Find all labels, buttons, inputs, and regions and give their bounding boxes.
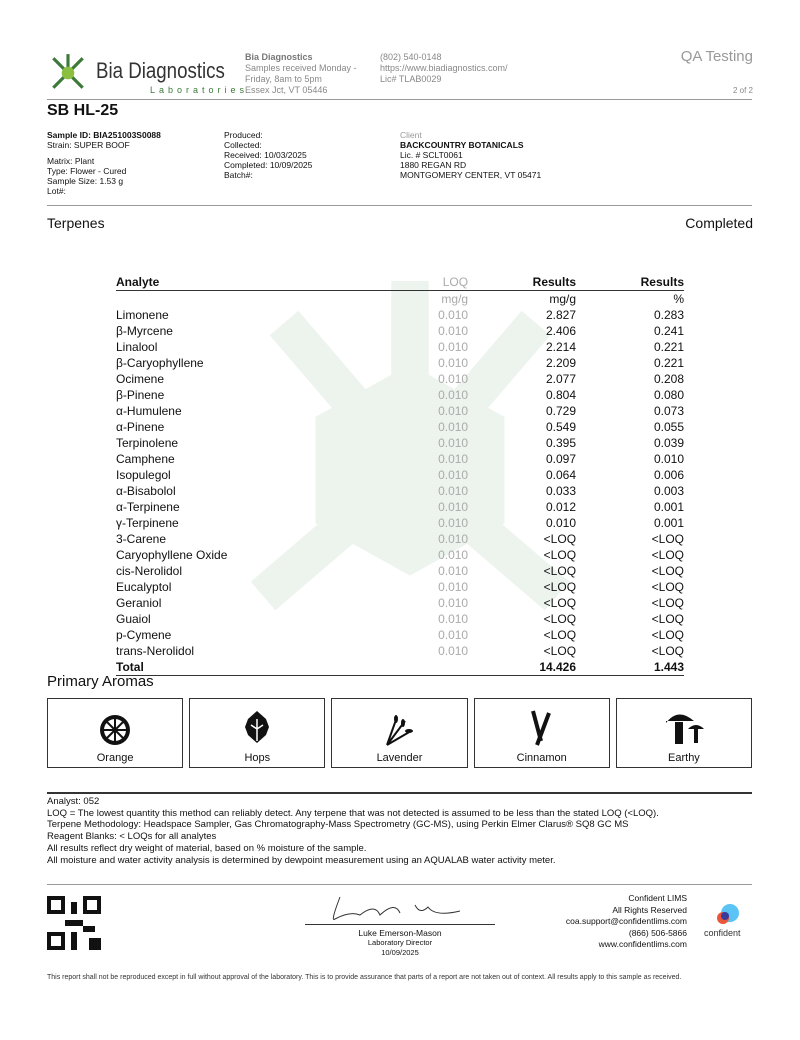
result-pct: 0.080: [653, 388, 684, 402]
lab-license: Lic# TLAB0029: [380, 74, 442, 84]
signature-image: [320, 893, 470, 923]
header-analyte: Analyte: [116, 274, 393, 291]
table-row: [116, 467, 684, 483]
aroma-label: Earthy: [668, 752, 700, 764]
client-address-1: 1880 REGAN RD: [400, 160, 467, 170]
aroma-orange: [47, 698, 183, 768]
result-pct: 0.055: [653, 420, 684, 434]
aroma-label: Orange: [96, 752, 134, 764]
produced: Produced:: [224, 130, 263, 140]
analyte-name: Eucalyptol: [116, 580, 172, 594]
result-pct: 0.010: [653, 452, 684, 466]
loq-value: 0.010: [438, 388, 469, 402]
table-row: [116, 595, 684, 611]
received: Received: 10/03/2025: [224, 150, 307, 160]
lab-address: Essex Jct, VT 05446: [245, 85, 328, 95]
table-row: [116, 531, 684, 547]
lims-phone: (866) 506-5866: [628, 927, 687, 938]
aroma-label: Lavender: [376, 752, 423, 764]
lims-rights: All Rights Reserved: [612, 904, 687, 915]
cinnamon-icon: [527, 709, 557, 747]
lavender-icon: [383, 711, 417, 747]
loq-value: 0.010: [438, 340, 469, 354]
loq-value: 0.010: [438, 564, 469, 578]
analyst: Analyst: 052: [47, 796, 100, 807]
result-pct: 0.208: [653, 372, 684, 386]
analyte-name: β-Caryophyllene: [116, 356, 204, 370]
result-mg: <LOQ: [543, 596, 577, 610]
table-row: [116, 371, 684, 387]
terpene-table: [116, 274, 684, 676]
result-mg: 2.209: [546, 356, 577, 370]
unit-mg: mg/g: [549, 292, 577, 306]
signer-role: Laboratory Director: [367, 938, 433, 947]
result-mg: 14.426: [468, 659, 576, 676]
lims-name: Confident LIMS: [628, 893, 687, 903]
logo-name: Bia Diagnostics: [96, 58, 225, 83]
sample-id: Sample ID: BIA251003S0088: [47, 130, 161, 140]
loq-value: 0.010: [438, 324, 469, 338]
aromas-title: Primary Aromas: [47, 673, 154, 690]
page-number: 2 of 2: [732, 86, 753, 95]
qr-code-icon[interactable]: [47, 896, 101, 950]
result-mg: 0.395: [546, 436, 577, 450]
analyte-name: γ-Terpinene: [116, 516, 179, 530]
result-pct: 0.221: [653, 356, 684, 370]
result-pct: <LOQ: [651, 644, 684, 658]
doc-type: QA Testing: [680, 48, 753, 65]
analyte-name: Total: [116, 659, 393, 676]
header-results-mg: Results: [468, 274, 576, 291]
result-mg: 0.729: [546, 404, 577, 418]
reagent-note: Reagent Blanks: < LOQs for all analytes: [47, 831, 217, 843]
analyte-name: Camphene: [116, 452, 175, 466]
lab-website[interactable]: https://www.biadiagnostics.com/: [380, 63, 508, 73]
mushroom-icon: [662, 707, 706, 747]
result-mg: <LOQ: [543, 548, 577, 562]
completed: Completed: 10/09/2025: [224, 160, 313, 170]
result-pct: 0.039: [653, 436, 684, 450]
aroma-cinnamon: [474, 698, 610, 768]
result-pct: 1.443: [576, 659, 684, 676]
loq-value: 0.010: [438, 404, 469, 418]
batch: Batch#:: [224, 170, 253, 180]
sample-size: Sample Size: 1.53 g: [47, 176, 124, 186]
lims-email[interactable]: coa.support@confidentlims.com: [565, 916, 687, 926]
logo-sub: Laboratories: [150, 85, 249, 95]
loq-value: 0.010: [438, 356, 469, 370]
loq-value: 0.010: [438, 308, 469, 322]
hops-icon: [242, 709, 272, 747]
analyte-name: trans-Nerolidol: [116, 644, 195, 658]
loq-note: LOQ = The lowest quantity this method can reliably detect. Any terpene that was not detected is assumed to be less than the stated LOQ (<LOQ).: [47, 807, 659, 819]
analyte-name: α-Humulene: [116, 404, 182, 418]
result-pct: <LOQ: [651, 612, 684, 626]
result-pct: <LOQ: [651, 628, 684, 642]
table-row: [116, 323, 684, 339]
notes: [47, 796, 757, 866]
analyte-name: 3-Carene: [116, 532, 167, 546]
result-mg: <LOQ: [543, 532, 577, 546]
result-pct: 0.006: [653, 468, 684, 482]
result-pct: <LOQ: [651, 580, 684, 594]
analyte-name: p-Cymene: [116, 628, 172, 642]
result-pct: <LOQ: [651, 564, 684, 578]
table-row: [116, 435, 684, 451]
loq-value: 0.010: [438, 644, 469, 658]
loq-value: 0.010: [438, 548, 469, 562]
table-row: [116, 499, 684, 515]
result-mg: 0.097: [546, 452, 577, 466]
table-row: [116, 643, 684, 659]
table-row: [116, 515, 684, 531]
result-mg: <LOQ: [543, 564, 577, 578]
analyte-name: Linalool: [116, 340, 158, 354]
table-row: [116, 627, 684, 643]
aroma-lavender: [331, 698, 467, 768]
dry-weight-note: All results reflect dry weight of material, based on % moisture of the sample.: [47, 842, 367, 854]
loq-value: 0.010: [438, 436, 469, 450]
result-mg: 2.406: [546, 324, 577, 338]
client-name: BACKCOUNTRY BOTANICALS: [400, 140, 524, 150]
analyte-name: Terpinolene: [116, 436, 179, 450]
signer-name: Luke Emerson-Mason: [358, 928, 442, 938]
table-row: [116, 339, 684, 355]
result-mg: 2.077: [546, 372, 577, 386]
loq-value: 0.010: [438, 532, 469, 546]
unit-pct: %: [673, 292, 684, 306]
loq-value: 0.010: [438, 468, 469, 482]
analyte-name: α-Terpinene: [116, 500, 180, 514]
table-row: [116, 403, 684, 419]
analyte-name: Limonene: [116, 308, 169, 322]
lab-phone: (802) 540-0148: [380, 52, 442, 62]
result-pct: 0.001: [653, 516, 684, 530]
result-pct: 0.221: [653, 340, 684, 354]
table-row: [116, 451, 684, 467]
client-label: Client: [400, 130, 422, 140]
lab-name: Bia Diagnostics: [245, 52, 313, 62]
analyte-name: β-Myrcene: [116, 324, 173, 338]
collected: Collected:: [224, 140, 262, 150]
lims-website[interactable]: www.confidentlims.com: [598, 939, 687, 949]
table-row: [116, 419, 684, 435]
table-row: [116, 563, 684, 579]
signature-date: 10/09/2025: [381, 948, 419, 957]
result-mg: 0.033: [546, 484, 577, 498]
table-row: [116, 355, 684, 371]
result-pct: <LOQ: [651, 532, 684, 546]
result-pct: <LOQ: [651, 596, 684, 610]
loq-value: 0.010: [438, 452, 469, 466]
loq-value: 0.010: [438, 420, 469, 434]
lot: Lot#:: [47, 186, 66, 196]
loq-value: 0.010: [438, 612, 469, 626]
analyte-name: β-Pinene: [116, 388, 165, 402]
result-mg: 0.010: [546, 516, 577, 530]
analyte-name: Isopulegol: [116, 468, 171, 482]
lab-hours-2: Friday, 8am to 5pm: [245, 74, 322, 84]
result-mg: 0.549: [546, 420, 577, 434]
strain: Strain: SUPER BOOF: [47, 140, 130, 150]
client-address-2: MONTGOMERY CENTER, VT 05471: [400, 170, 542, 180]
table-row: [116, 483, 684, 499]
orange-icon: [98, 713, 132, 747]
analyte-name: Caryophyllene Oxide: [116, 548, 228, 562]
matrix: Matrix: Plant: [47, 156, 95, 166]
aromas-row: [47, 698, 752, 768]
confident-logo-icon: [712, 902, 742, 928]
loq-value: [393, 659, 468, 676]
result-mg: <LOQ: [543, 644, 577, 658]
analyte-name: α-Pinene: [116, 420, 165, 434]
page-title: SB HL-25: [47, 102, 119, 119]
result-mg: <LOQ: [543, 580, 577, 594]
loq-value: 0.010: [438, 628, 469, 642]
loq-value: 0.010: [438, 372, 469, 386]
header-results-pct: Results: [576, 274, 684, 291]
type: Type: Flower - Cured: [47, 166, 127, 176]
aroma-hops: [189, 698, 325, 768]
loq-value: 0.010: [438, 580, 469, 594]
loq-value: 0.010: [438, 484, 469, 498]
result-pct: 0.001: [653, 500, 684, 514]
table-row: [116, 387, 684, 403]
result-pct: 0.073: [653, 404, 684, 418]
result-mg: <LOQ: [543, 612, 577, 626]
moisture-note: All moisture and water activity analysis is determined by dewpoint measurement using an AQUALAB water activity meter.: [47, 854, 556, 866]
analyte-name: Ocimene: [116, 372, 165, 386]
analyte-name: Guaiol: [116, 612, 151, 626]
unit-loq: mg/g: [441, 292, 469, 306]
result-pct: 0.283: [653, 308, 684, 322]
client-license: Lic. # SCLT0061: [400, 150, 463, 160]
section-title: Terpenes: [47, 215, 105, 231]
total-row: [116, 659, 684, 676]
result-mg: 0.012: [546, 500, 577, 514]
table-row: [116, 547, 684, 563]
aroma-label: Hops: [244, 752, 271, 764]
confident-logo-text: confident: [704, 928, 741, 938]
result-mg: <LOQ: [543, 628, 577, 642]
result-mg: 2.827: [546, 308, 577, 322]
loq-value: 0.010: [438, 500, 469, 514]
result-mg: 0.804: [546, 388, 577, 402]
logo-icon: [47, 52, 89, 94]
loq-value: 0.010: [438, 516, 469, 530]
header-loq: LOQ: [393, 274, 468, 291]
result-mg: 0.064: [546, 468, 577, 482]
aroma-earthy: [616, 698, 752, 768]
section-status: Completed: [685, 215, 753, 231]
table-row: [116, 611, 684, 627]
table-row: [116, 579, 684, 595]
table-row: [116, 307, 684, 323]
disclaimer: This report shall not be reproduced except in full without approval of the laboratory. This is to provide assurance that parts of a report are not taken out of context. All results apply to this sample as received.: [47, 974, 682, 981]
result-pct: 0.003: [653, 484, 684, 498]
analyte-name: α-Bisabolol: [116, 484, 176, 498]
methodology-note: Terpene Methodology: Headspace Sampler, Gas Chromatography-Mass Spectrometry (GC-MS), using Perkin Elmer Clarus® SQ8 GC MS: [47, 819, 629, 831]
aroma-label: Cinnamon: [516, 752, 567, 764]
result-pct: 0.241: [653, 324, 684, 338]
loq-value: 0.010: [438, 596, 469, 610]
lab-hours: Samples received Monday -: [245, 63, 357, 73]
result-mg: 2.214: [546, 340, 577, 354]
analyte-name: Geraniol: [116, 596, 162, 610]
result-pct: <LOQ: [651, 548, 684, 562]
analyte-name: cis-Nerolidol: [116, 564, 183, 578]
